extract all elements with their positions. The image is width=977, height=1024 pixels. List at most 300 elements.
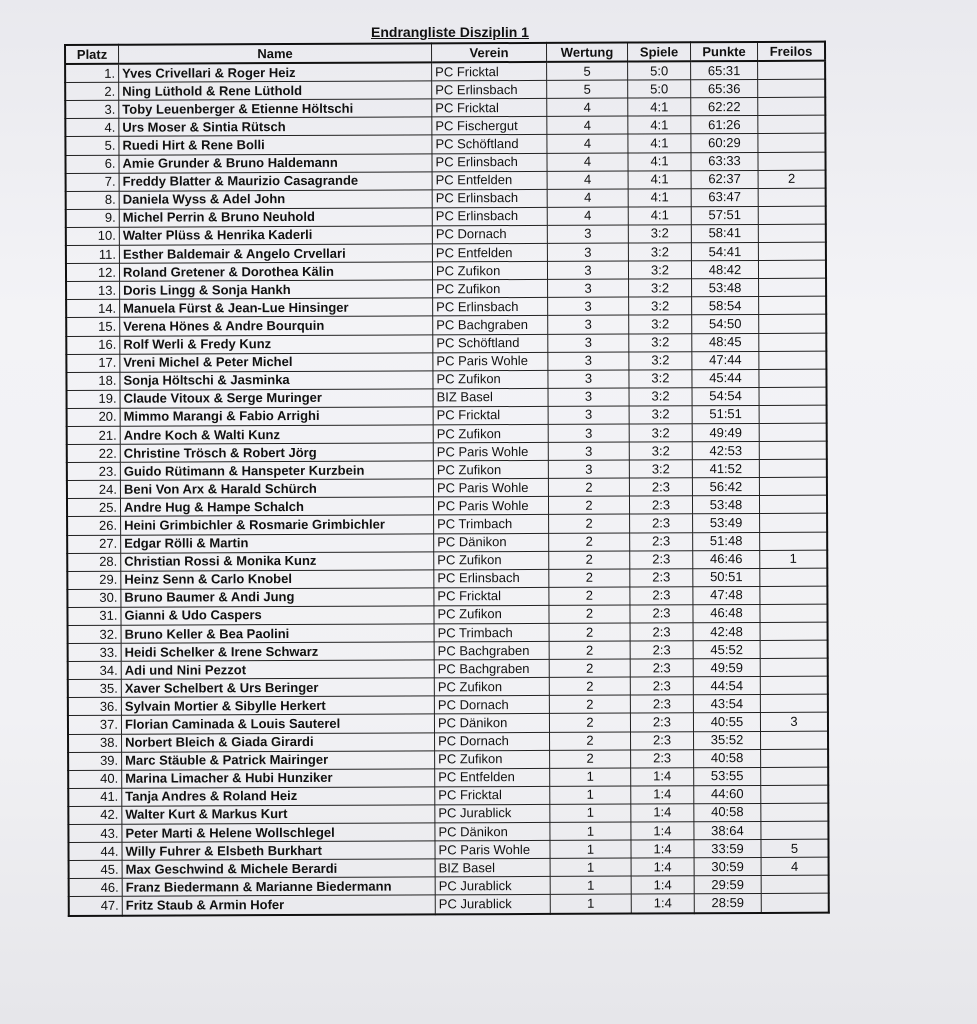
cell-punkte: 43:54 <box>693 695 760 713</box>
cell-freilos <box>759 459 827 477</box>
cell-platz: 22. <box>67 444 121 462</box>
cell-wertung: 3 <box>548 370 629 388</box>
cell-wertung: 2 <box>549 569 630 587</box>
cell-spiele: 3:2 <box>629 369 692 387</box>
cell-name: Max Geschwind & Michele Berardi <box>122 859 435 878</box>
cell-wertung: 1 <box>550 804 631 822</box>
cell-verein: PC Jurablick <box>435 804 550 823</box>
cell-platz: 23. <box>67 462 121 480</box>
cell-spiele: 1:4 <box>631 894 694 913</box>
cell-verein: PC Trimbach <box>434 515 549 534</box>
cell-verein: PC Bachgraben <box>434 641 549 660</box>
cell-spiele: 3:2 <box>628 225 691 243</box>
cell-name: Toby Leuenberger & Etienne Höltschi <box>119 99 432 118</box>
cell-freilos <box>761 875 829 893</box>
cell-verein: PC Trimbach <box>434 623 549 642</box>
cell-freilos: 1 <box>760 550 828 568</box>
column-header-wertung: Wertung <box>546 43 627 62</box>
cell-platz: 10. <box>66 227 120 245</box>
cell-wertung: 3 <box>548 406 629 424</box>
cell-punkte: 63:47 <box>691 188 758 206</box>
cell-platz: 42. <box>68 806 122 824</box>
cell-punkte: 54:54 <box>692 387 759 405</box>
cell-freilos <box>760 532 828 550</box>
cell-freilos <box>760 695 828 713</box>
cell-verein: PC Bachgraben <box>434 660 549 679</box>
cell-wertung: 2 <box>548 478 629 496</box>
cell-freilos <box>760 568 828 586</box>
cell-punkte: 54:41 <box>691 243 758 261</box>
cell-punkte: 41:52 <box>692 460 759 478</box>
cell-platz: 2. <box>65 82 119 100</box>
cell-freilos <box>759 333 827 351</box>
cell-freilos <box>761 803 829 821</box>
column-header-freilos: Freilos <box>757 42 825 61</box>
cell-wertung: 4 <box>547 171 628 189</box>
cell-name: Sylvain Mortier & Sibylle Herkert <box>121 696 434 715</box>
cell-verein: PC Dänikon <box>434 714 549 733</box>
cell-freilos <box>759 496 827 514</box>
cell-spiele: 3:2 <box>629 460 692 478</box>
cell-verein: PC Entfelden <box>435 768 550 787</box>
cell-verein: PC Schöftland <box>432 135 547 154</box>
column-header-name: Name <box>119 43 432 63</box>
cell-verein: PC Entfelden <box>432 171 547 190</box>
cell-spiele: 1:4 <box>631 876 694 894</box>
cell-platz: 33. <box>68 643 122 661</box>
cell-freilos <box>758 224 826 242</box>
cell-platz: 39. <box>68 752 122 770</box>
cell-spiele: 3:2 <box>629 442 692 460</box>
cell-punkte: 50:51 <box>693 568 760 586</box>
cell-freilos <box>760 676 828 694</box>
cell-wertung: 3 <box>548 297 629 315</box>
cell-freilos <box>758 79 826 97</box>
cell-verein: PC Paris Wohle <box>433 497 548 516</box>
cell-verein: PC Erlinsbach <box>432 189 547 208</box>
cell-verein: PC Jurablick <box>435 877 550 896</box>
cell-wertung: 1 <box>550 894 631 913</box>
cell-freilos <box>759 369 827 387</box>
cell-spiele: 2:3 <box>630 641 693 659</box>
cell-spiele: 4:1 <box>628 134 691 152</box>
cell-spiele: 4:1 <box>628 189 691 207</box>
cell-punkte: 46:48 <box>693 604 760 622</box>
cell-freilos <box>759 387 827 405</box>
cell-punkte: 65:36 <box>691 80 758 98</box>
cell-platz: 43. <box>68 824 122 842</box>
cell-verein: PC Dornach <box>434 696 549 715</box>
cell-freilos <box>758 152 826 170</box>
cell-freilos <box>759 315 827 333</box>
cell-spiele: 3:2 <box>629 333 692 351</box>
cell-spiele: 3:2 <box>628 261 691 279</box>
cell-spiele: 4:1 <box>628 116 691 134</box>
cell-freilos <box>758 97 826 115</box>
cell-punkte: 40:58 <box>694 749 761 767</box>
cell-punkte: 53:55 <box>694 767 761 785</box>
cell-punkte: 56:42 <box>692 478 759 496</box>
cell-spiele: 1:4 <box>631 858 694 876</box>
cell-platz: 32. <box>68 625 122 643</box>
cell-verein: PC Paris Wohle <box>433 479 548 498</box>
cell-spiele: 5:0 <box>628 80 691 98</box>
cell-platz: 18. <box>66 372 120 390</box>
column-header-platz: Platz <box>65 45 119 64</box>
cell-freilos <box>759 477 827 495</box>
cell-freilos <box>761 749 829 767</box>
cell-platz: 4. <box>65 119 119 137</box>
cell-verein: PC Erlinsbach <box>432 153 547 172</box>
cell-platz: 34. <box>68 661 122 679</box>
cell-name: Verena Hönes & Andre Bourquin <box>120 316 433 335</box>
cell-platz: 3. <box>65 101 119 119</box>
cell-wertung: 2 <box>549 659 630 677</box>
cell-spiele: 3:2 <box>629 406 692 424</box>
cell-verein: PC Dornach <box>432 225 547 244</box>
cell-spiele: 4:1 <box>628 170 691 188</box>
cell-wertung: 2 <box>549 587 630 605</box>
cell-platz: 45. <box>69 860 123 878</box>
cell-punkte: 58:41 <box>691 224 758 242</box>
cell-name: Gianni & Udo Caspers <box>121 606 434 625</box>
cell-punkte: 60:29 <box>691 134 758 152</box>
cell-wertung: 3 <box>547 243 628 261</box>
cell-name: Amie Grunder & Bruno Haldemann <box>119 153 432 172</box>
cell-freilos <box>761 821 829 839</box>
cell-wertung: 5 <box>547 80 628 98</box>
cell-spiele: 2:3 <box>629 478 692 496</box>
cell-spiele: 2:3 <box>630 514 693 532</box>
cell-punkte: 51:51 <box>692 405 759 423</box>
cell-wertung: 1 <box>550 786 631 804</box>
cell-platz: 19. <box>67 390 121 408</box>
cell-name: Xaver Schelbert & Urs Beringer <box>121 678 434 697</box>
cell-verein: PC Zufikon <box>433 424 548 443</box>
cell-spiele: 2:3 <box>630 568 693 586</box>
cell-wertung: 1 <box>550 840 631 858</box>
cell-wertung: 2 <box>548 496 629 514</box>
cell-name: Vreni Michel & Peter Michel <box>120 352 433 371</box>
cell-name: Christine Trösch & Robert Jörg <box>120 443 433 462</box>
cell-spiele: 4:1 <box>628 98 691 116</box>
cell-wertung: 3 <box>548 279 629 297</box>
cell-verein: PC Zufikon <box>434 678 549 697</box>
cell-platz: 41. <box>68 788 122 806</box>
cell-name: Daniela Wyss & Adel John <box>119 190 432 209</box>
cell-wertung: 4 <box>547 135 628 153</box>
cell-spiele: 1:4 <box>631 768 694 786</box>
cell-name: Yves Crivellari & Roger Heiz <box>119 62 432 82</box>
cell-verein: BIZ Basel <box>433 388 548 407</box>
cell-platz: 40. <box>68 770 122 788</box>
cell-freilos <box>759 351 827 369</box>
cell-punkte: 44:54 <box>693 677 760 695</box>
cell-spiele: 2:3 <box>630 623 693 641</box>
cell-verein: PC Paris Wohle <box>433 442 548 461</box>
cell-spiele: 3:2 <box>629 351 692 369</box>
cell-spiele: 3:2 <box>629 424 692 442</box>
cell-punkte: 62:22 <box>691 98 758 116</box>
cell-platz: 37. <box>68 716 122 734</box>
cell-platz: 25. <box>67 499 121 517</box>
cell-wertung: 2 <box>549 514 630 532</box>
cell-punkte: 45:52 <box>693 641 760 659</box>
cell-wertung: 2 <box>549 551 630 569</box>
cell-freilos <box>759 441 827 459</box>
cell-punkte: 48:42 <box>691 261 758 279</box>
cell-name: Andre Hug & Hampe Schalch <box>120 497 433 516</box>
cell-verein: PC Dänikon <box>434 533 549 552</box>
cell-name: Mimmo Marangi & Fabio Arrighi <box>120 407 433 426</box>
cell-verein: PC Erlinsbach <box>432 207 547 226</box>
cell-name: Peter Marti & Helene Wollschlegel <box>122 823 435 842</box>
cell-spiele: 1:4 <box>631 804 694 822</box>
cell-punkte: 62:37 <box>691 170 758 188</box>
cell-platz: 9. <box>66 209 120 227</box>
cell-freilos: 3 <box>760 713 828 731</box>
cell-name: Ning Lüthold & Rene Lüthold <box>119 81 432 100</box>
cell-name: Willy Fuhrer & Elsbeth Burkhart <box>122 841 435 860</box>
cell-name: Bruno Keller & Bea Paolini <box>121 624 434 643</box>
cell-verein: PC Zufikon <box>433 280 548 299</box>
cell-verein: PC Zufikon <box>434 551 549 570</box>
cell-verein: PC Dänikon <box>435 822 550 841</box>
cell-punkte: 38:64 <box>694 821 761 839</box>
cell-wertung: 2 <box>550 750 631 768</box>
ranking-table <box>64 41 830 917</box>
cell-freilos <box>761 767 829 785</box>
cell-punkte: 45:44 <box>692 369 759 387</box>
cell-freilos <box>759 278 827 296</box>
cell-wertung: 4 <box>547 207 628 225</box>
cell-spiele: 2:3 <box>630 677 693 695</box>
cell-name: Michel Perrin & Bruno Neuhold <box>119 208 432 227</box>
cell-wertung: 2 <box>549 533 630 551</box>
cell-name: Edgar Rölli & Martin <box>121 533 434 552</box>
cell-wertung: 3 <box>547 225 628 243</box>
cell-verein: PC Fricktal <box>432 62 547 81</box>
cell-freilos <box>759 423 827 441</box>
cell-platz: 31. <box>67 607 121 625</box>
cell-wertung: 3 <box>548 334 629 352</box>
cell-wertung: 5 <box>547 62 628 81</box>
cell-wertung: 2 <box>549 605 630 623</box>
cell-verein: PC Fricktal <box>434 587 549 606</box>
cell-verein: PC Bachgraben <box>433 316 548 335</box>
cell-spiele: 1:4 <box>631 840 694 858</box>
cell-punkte: 53:48 <box>692 496 759 514</box>
cell-wertung: 2 <box>550 732 631 750</box>
cell-freilos <box>760 640 828 658</box>
cell-punkte: 53:48 <box>692 279 759 297</box>
cell-spiele: 2:3 <box>630 605 693 623</box>
cell-freilos <box>760 586 828 604</box>
cell-verein: PC Zufikon <box>435 750 550 769</box>
cell-wertung: 4 <box>547 153 628 171</box>
cell-spiele: 4:1 <box>628 152 691 170</box>
cell-punkte: 44:60 <box>694 785 761 803</box>
cell-platz: 27. <box>67 535 121 553</box>
cell-platz: 14. <box>66 300 120 318</box>
cell-spiele: 1:4 <box>631 786 694 804</box>
cell-freilos: 4 <box>761 857 829 875</box>
cell-wertung: 1 <box>550 858 631 876</box>
cell-freilos: 2 <box>758 170 826 188</box>
cell-name: Doris Lingg & Sonja Hankh <box>120 280 433 299</box>
cell-platz: 26. <box>67 517 121 535</box>
cell-spiele: 2:3 <box>630 659 693 677</box>
cell-spiele: 3:2 <box>629 297 692 315</box>
cell-name: Urs Moser & Sintia Rütsch <box>119 117 432 136</box>
cell-freilos <box>760 658 828 676</box>
cell-wertung: 2 <box>549 641 630 659</box>
cell-platz: 5. <box>65 137 119 155</box>
cell-spiele: 2:3 <box>630 587 693 605</box>
cell-wertung: 2 <box>549 677 630 695</box>
cell-name: Roland Gretener & Dorothea Kälin <box>119 262 432 281</box>
cell-spiele: 3:2 <box>628 243 691 261</box>
cell-verein: PC Fischergut <box>432 117 547 136</box>
cell-platz: 15. <box>66 318 120 336</box>
cell-name: Ruedi Hirt & Rene Bolli <box>119 135 432 154</box>
cell-wertung: 4 <box>547 189 628 207</box>
cell-name: Adi und Nini Pezzot <box>121 660 434 679</box>
cell-freilos <box>758 134 826 152</box>
cell-punkte: 63:33 <box>691 152 758 170</box>
cell-spiele: 2:3 <box>631 749 694 767</box>
cell-spiele: 2:3 <box>630 695 693 713</box>
cell-freilos <box>760 604 828 622</box>
cell-freilos <box>758 242 826 260</box>
cell-punkte: 58:54 <box>692 297 759 315</box>
cell-platz: 6. <box>65 155 119 173</box>
cell-platz: 28. <box>67 553 121 571</box>
cell-name: Sonja Höltschi & Jasminka <box>120 371 433 390</box>
cell-name: Walter Plüss & Henrika Kaderli <box>119 226 432 245</box>
cell-name: Rolf Werli & Fredy Kunz <box>120 334 433 353</box>
cell-verein: PC Zufikon <box>433 370 548 389</box>
cell-verein: PC Zufikon <box>433 461 548 480</box>
cell-platz: 11. <box>66 245 120 263</box>
cell-verein: PC Fricktal <box>432 99 547 118</box>
cell-platz: 46. <box>69 879 123 897</box>
cell-spiele: 2:3 <box>630 532 693 550</box>
cell-spiele: 5:0 <box>628 61 691 80</box>
cell-name: Norbert Bleich & Giada Girardi <box>122 732 435 751</box>
cell-name: Andre Koch & Walti Kunz <box>120 425 433 444</box>
cell-verein: PC Schöftland <box>433 334 548 353</box>
cell-punkte: 49:49 <box>692 423 759 441</box>
cell-wertung: 3 <box>547 261 628 279</box>
cell-punkte: 61:26 <box>691 116 758 134</box>
cell-punkte: 33:59 <box>694 840 761 858</box>
cell-platz: 20. <box>67 408 121 426</box>
cell-punkte: 47:44 <box>692 351 759 369</box>
cell-platz: 24. <box>67 481 121 499</box>
cell-name: Bruno Baumer & Andi Jung <box>121 588 434 607</box>
table-row <box>69 894 829 916</box>
cell-platz: 12. <box>66 263 120 281</box>
cell-platz: 35. <box>68 680 122 698</box>
cell-punkte: 54:50 <box>692 315 759 333</box>
cell-punkte: 53:49 <box>693 514 760 532</box>
cell-freilos <box>758 116 826 134</box>
cell-punkte: 47:48 <box>693 586 760 604</box>
cell-punkte: 28:59 <box>694 894 761 913</box>
cell-platz: 17. <box>66 354 120 372</box>
cell-verein: PC Paris Wohle <box>433 352 548 371</box>
table-body <box>65 61 829 916</box>
cell-name: Esther Baldemair & Angelo Crvellari <box>119 244 432 263</box>
cell-punkte: 29:59 <box>694 876 761 894</box>
cell-punkte: 57:51 <box>691 206 758 224</box>
cell-wertung: 1 <box>550 822 631 840</box>
cell-punkte: 42:53 <box>692 442 759 460</box>
cell-wertung: 1 <box>550 876 631 894</box>
cell-platz: 13. <box>66 281 120 299</box>
cell-spiele: 3:2 <box>629 315 692 333</box>
column-header-spiele: Spiele <box>627 42 690 61</box>
cell-name: Heinz Senn & Carlo Knobel <box>121 570 434 589</box>
cell-freilos <box>761 894 829 913</box>
cell-name: Franz Biedermann & Marianne Biedermann <box>122 877 435 896</box>
cell-wertung: 2 <box>549 695 630 713</box>
cell-spiele: 1:4 <box>631 822 694 840</box>
cell-verein: PC Erlinsbach <box>433 298 548 317</box>
cell-freilos <box>758 61 826 80</box>
cell-punkte: 40:58 <box>694 803 761 821</box>
cell-freilos <box>758 260 826 278</box>
cell-wertung: 3 <box>548 460 629 478</box>
cell-spiele: 2:3 <box>631 731 694 749</box>
cell-platz: 30. <box>67 589 121 607</box>
cell-verein: PC Erlinsbach <box>432 81 547 100</box>
cell-freilos <box>759 296 827 314</box>
cell-verein: PC Entfelden <box>432 243 547 262</box>
cell-wertung: 3 <box>548 315 629 333</box>
cell-name: Christian Rossi & Monika Kunz <box>121 552 434 571</box>
cell-verein: PC Fricktal <box>435 786 550 805</box>
cell-wertung: 3 <box>548 352 629 370</box>
cell-wertung: 4 <box>547 116 628 134</box>
cell-platz: 1. <box>65 64 119 83</box>
cell-wertung: 3 <box>548 388 629 406</box>
column-header-verein: Verein <box>432 43 547 63</box>
cell-wertung: 3 <box>548 424 629 442</box>
cell-spiele: 3:2 <box>629 388 692 406</box>
cell-punkte: 65:31 <box>691 61 758 80</box>
cell-name: Marina Limacher & Hubi Hunziker <box>122 769 435 788</box>
cell-name: Heini Grimbichler & Rosmarie Grimbichler <box>121 515 434 534</box>
cell-spiele: 2:3 <box>629 496 692 514</box>
cell-punkte: 35:52 <box>694 731 761 749</box>
cell-name: Tanja Andres & Roland Heiz <box>122 787 435 806</box>
cell-freilos <box>761 785 829 803</box>
cell-wertung: 4 <box>547 98 628 116</box>
cell-punkte: 51:48 <box>693 532 760 550</box>
cell-freilos <box>761 731 829 749</box>
page-title: Endrangliste Disziplin 1 <box>371 24 529 40</box>
cell-platz: 7. <box>66 173 120 191</box>
cell-wertung: 2 <box>549 714 630 732</box>
column-header-punkte: Punkte <box>690 42 757 61</box>
cell-punkte: 40:55 <box>693 713 760 731</box>
cell-freilos <box>759 405 827 423</box>
cell-wertung: 2 <box>549 623 630 641</box>
cell-punkte: 49:59 <box>693 659 760 677</box>
cell-name: Marc Stäuble & Patrick Mairinger <box>122 751 435 770</box>
